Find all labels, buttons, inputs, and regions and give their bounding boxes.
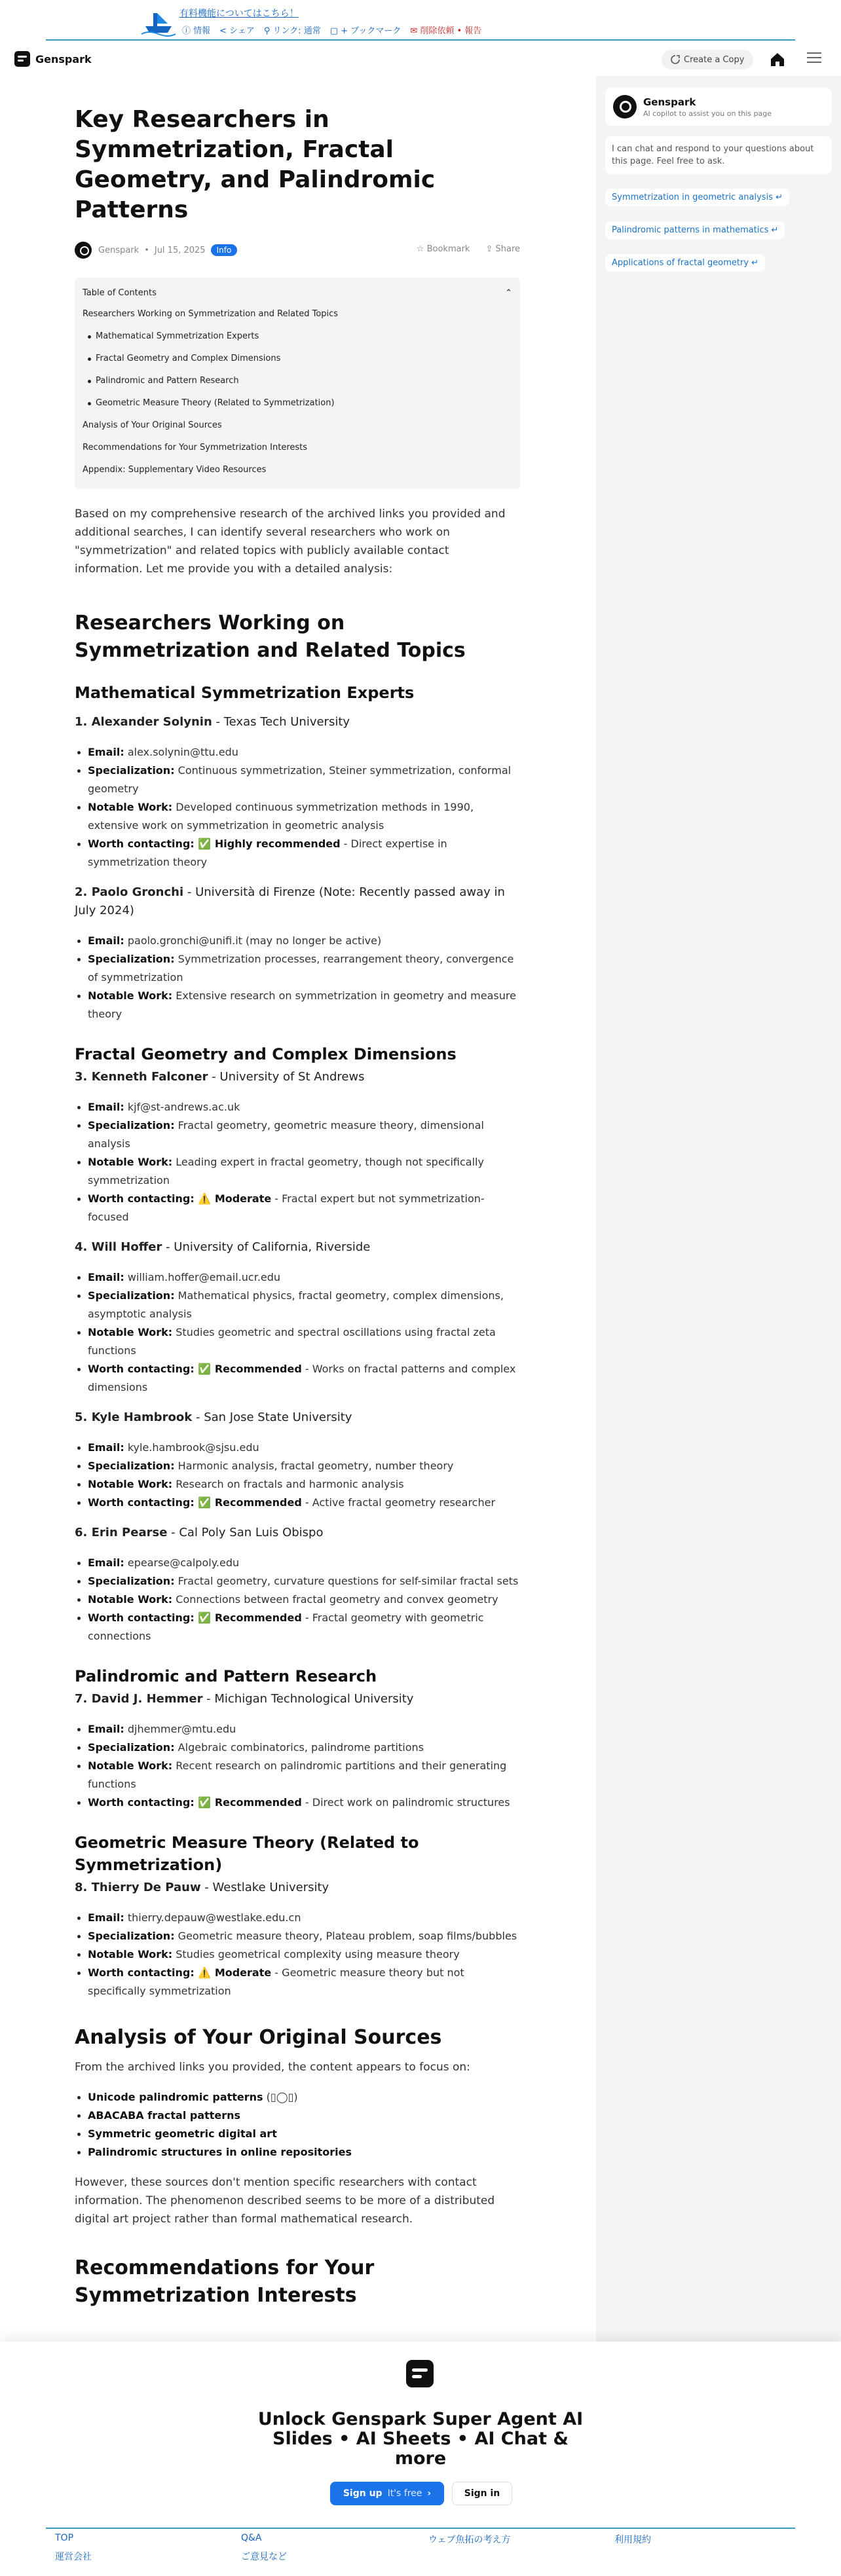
bookmark-link[interactable]: ▢ + ブックマーク: [329, 26, 402, 36]
suggestion-chip[interactable]: Applications of fractal geometry ↵: [605, 254, 765, 272]
toc-item[interactable]: Geometric Measure Theory (Related to Symmetrization): [83, 397, 512, 409]
archive-banner: [0, 0, 841, 41]
section-heading-researchers: Researchers Working on Symmetrization and Related Topics: [75, 612, 466, 662]
footer-link-terms[interactable]: 利用規約: [614, 2535, 651, 2545]
list-item: Palindromic structures in online repositories: [75, 2143, 520, 2162]
site-header: [0, 46, 841, 76]
footer-link-policy[interactable]: ウェブ魚拓の考え方: [428, 2535, 511, 2545]
footer-link-top[interactable]: TOP: [55, 2533, 74, 2543]
table-of-contents: [75, 278, 520, 489]
chevron-up-icon[interactable]: ⌃: [505, 288, 512, 298]
copilot-avatar: [613, 95, 637, 119]
star-icon: ☆: [416, 244, 427, 254]
detail-specialization: Specialization: Mathematical physics, fractal geometry, complex dimensions, asymptotic analysis: [75, 1287, 520, 1323]
detail-notable-work: Notable Work: Developed continuous symmetrization methods in 1990, extensive work on symmetrization in geometric analysis: [75, 798, 520, 835]
detail-worth-contacting: Worth contacting: ✅ Recommended - Works on fractal patterns and complex dimensions: [75, 1360, 520, 1397]
researcher-details: [75, 1439, 520, 1512]
toc-item[interactable]: Recommendations for Your Symmetrization Interests: [83, 443, 308, 452]
list-item: ABACABA fractal patterns: [75, 2107, 520, 2125]
create-copy-button[interactable]: [662, 50, 753, 69]
list-item: Unicode palindromic patterns (▯◯▯): [75, 2088, 520, 2107]
detail-email: Email: william.hoffer@email.ucr.edu: [75, 1268, 520, 1287]
detail-notable-work: Notable Work: Connections between fractal geometry and convex geometry: [75, 1591, 520, 1609]
footer-divider: [46, 2528, 795, 2529]
detail-email: Email: djhemmer@mtu.edu: [75, 1720, 520, 1739]
researcher-details: [75, 1909, 520, 2000]
chevron-right-icon: ›: [427, 2488, 432, 2499]
section-heading-analysis: Analysis of Your Original Sources: [75, 2026, 442, 2049]
create-copy-label: Create a Copy: [684, 54, 745, 65]
section-heading-recommendations: Recommendations for Your Symmetrization Interests: [75, 2256, 375, 2307]
detail-specialization: Specialization: Symmetrization processes, rearrangement theory, convergence of symmetrization: [75, 950, 520, 987]
copilot-header: [605, 88, 832, 126]
sign-in-button[interactable]: Sign in: [452, 2482, 512, 2505]
researcher-heading: 8. Thierry De Pauw - Westlake University: [75, 1881, 329, 1894]
copilot-subtitle: AI copilot to assist you on this page: [643, 109, 772, 118]
archive-toolbar: [182, 24, 481, 36]
detail-email: Email: kjf@st-andrews.ac.uk: [75, 1098, 520, 1116]
analysis-list: [75, 2088, 520, 2162]
toc-item[interactable]: Palindromic and Pattern Research: [83, 375, 512, 387]
overlay-title: Unlock Genspark Super Agent AI Slides • AI Sheets • AI Chat & more: [257, 2409, 584, 2469]
article: [75, 98, 520, 2309]
page-title: Key Researchers in Symmetrization, Fractal Geometry, and Palindromic Patterns: [75, 106, 436, 223]
detail-worth-contacting: Worth contacting: ✅ Highly recommended - Direct expertise in symmetrization theory: [75, 835, 520, 872]
analysis-outro: However, these sources don't mention specific researchers with contact information. The phenomenon described seems to be more of a distributed digital art project rather than formal mathematical research.: [75, 2176, 495, 2226]
researcher-details: [75, 932, 520, 1023]
detail-specialization: Specialization: Fractal geometry, curvature questions for self-similar fractal sets: [75, 1572, 520, 1591]
toc-header[interactable]: [83, 288, 512, 298]
share-button[interactable]: ⇪ Share: [485, 244, 520, 254]
share-link[interactable]: < シェア: [219, 26, 255, 36]
toc-item[interactable]: Mathematical Symmetrization Experts: [83, 331, 512, 342]
author-name: Genspark: [98, 245, 140, 255]
detail-notable-work: Notable Work: Studies geometric and spectral oscillations using fractal zeta functions: [75, 1323, 520, 1360]
detail-worth-contacting: Worth contacting: ✅ Recommended - Active fractal geometry researcher: [75, 1494, 520, 1512]
researcher-details: [75, 743, 520, 872]
publish-date: Jul 15, 2025: [154, 245, 206, 255]
researcher-heading: 7. David J. Hemmer - Michigan Technological University: [75, 1692, 414, 1706]
detail-email: Email: alex.solynin@ttu.edu: [75, 743, 520, 762]
researcher-heading: 6. Erin Pearse - Cal Poly San Luis Obispo: [75, 1526, 324, 1539]
info-badge[interactable]: Info: [211, 244, 238, 256]
detail-email: Email: epearse@calpoly.edu: [75, 1554, 520, 1572]
toc-item[interactable]: Researchers Working on Symmetrization and Related Topics: [83, 309, 339, 319]
menu-icon[interactable]: [807, 52, 821, 64]
home-icon[interactable]: [769, 51, 786, 68]
detail-specialization: Specialization: Harmonic analysis, fractal geometry, number theory: [75, 1457, 520, 1475]
detail-email: Email: thierry.depauw@westlake.edu.cn: [75, 1909, 520, 1927]
archive-logo-icon[interactable]: [139, 4, 178, 37]
subsection-heading-symmetrization: Mathematical Symmetrization Experts: [75, 684, 415, 702]
genspark-app-icon: [406, 2360, 434, 2387]
copilot-panel: [596, 76, 841, 2342]
banner-divider: [46, 39, 795, 41]
detail-specialization: Specialization: Geometric measure theory, Plateau problem, soap films/bubbles: [75, 1927, 520, 1945]
share-icon: ⇪: [485, 244, 496, 254]
detail-specialization: Specialization: Algebraic combinatorics, palindrome partitions: [75, 1739, 520, 1757]
researcher-details: [75, 1268, 520, 1397]
author-avatar: [75, 242, 92, 259]
toc-item[interactable]: Fractal Geometry and Complex Dimensions: [83, 353, 512, 365]
detail-notable-work: Notable Work: Research on fractals and harmonic analysis: [75, 1475, 520, 1494]
researcher-heading: 2. Paolo Gronchi - Università di Firenze (Note: Recently passed away in July 2024): [75, 885, 505, 917]
article-meta: [75, 241, 520, 259]
detail-notable-work: Notable Work: Leading expert in fractal geometry, though not specifically symmetrization: [75, 1153, 520, 1190]
brand-name: Genspark: [35, 52, 92, 65]
detail-email: Email: kyle.hambrook@sjsu.edu: [75, 1439, 520, 1457]
copilot-message: I can chat and respond to your questions about this page. Feel free to ask.: [605, 136, 832, 174]
detail-notable-work: Notable Work: Recent research on palindromic partitions and their generating functions: [75, 1757, 520, 1794]
footer-link-qa[interactable]: Q&A: [241, 2533, 262, 2543]
report-link[interactable]: ✉ 削除依頼 • 報告: [410, 26, 482, 36]
researcher-heading: 4. Will Hoffer - University of California, Riverside: [75, 1240, 371, 1254]
detail-notable-work: Notable Work: Extensive research on symmetrization in geometry and measure theory: [75, 987, 520, 1023]
list-item: Symmetric geometric digital art: [75, 2125, 520, 2143]
researcher-heading: 1. Alexander Solynin - Texas Tech University: [75, 715, 350, 729]
bookmark-button[interactable]: ☆ Bookmark: [416, 244, 470, 254]
toc-title: Table of Contents: [83, 288, 157, 298]
researcher-details: [75, 1720, 520, 1812]
researcher-heading: 3. Kenneth Falconer - University of St Andrews: [75, 1070, 365, 1084]
detail-worth-contacting: Worth contacting: ✅ Recommended - Fractal geometry with geometric connections: [75, 1609, 520, 1646]
intro-paragraph: Based on my comprehensive research of the archived links you provided and additional searches, I can identify several researchers who work on "symmetrization" and related topics with publicly available contact information. Let me provide you with a detailed analysis:: [75, 507, 506, 576]
detail-worth-contacting: Worth contacting: ✅ Recommended - Direct work on palindromic structures: [75, 1794, 520, 1812]
toc-item[interactable]: Appendix: Supplementary Video Resources: [83, 465, 267, 475]
researcher-details: [75, 1098, 520, 1226]
brand[interactable]: [14, 51, 92, 67]
analysis-intro: From the archived links you provided, the content appears to focus on:: [75, 2061, 470, 2074]
detail-worth-contacting: Worth contacting: ⚠️ Moderate - Fractal expert but not symmetrization-focused: [75, 1190, 520, 1226]
info-link[interactable]: ⓘ 情報: [182, 26, 211, 36]
toc-item[interactable]: Analysis of Your Original Sources: [83, 420, 222, 430]
genspark-logo-icon: [14, 51, 30, 67]
meta-separator: •: [144, 245, 149, 255]
detail-email: Email: paolo.gronchi@unifi.it (may no longer be active): [75, 932, 520, 950]
subsection-heading-fractal: Fractal Geometry and Complex Dimensions: [75, 1045, 457, 1063]
detail-specialization: Specialization: Fractal geometry, geometric measure theory, dimensional analysis: [75, 1116, 520, 1153]
subsection-heading-palindromic: Palindromic and Pattern Research: [75, 1667, 377, 1685]
footer-link-feedback[interactable]: ご意見など: [241, 2552, 287, 2562]
link-mode[interactable]: ⚲ リンク: 通常: [263, 26, 321, 36]
suggestion-chip[interactable]: Palindromic patterns in mathematics ↵: [605, 221, 785, 239]
researcher-heading: 5. Kyle Hambrook - San Jose State University: [75, 1410, 352, 1424]
footer-link-company[interactable]: 運営会社: [55, 2552, 92, 2562]
detail-notable-work: Notable Work: Studies geometrical complexity using measure theory: [75, 1945, 520, 1964]
detail-specialization: Specialization: Continuous symmetrization, Steiner symmetrization, conformal geometry: [75, 762, 520, 798]
detail-worth-contacting: Worth contacting: ⚠️ Moderate - Geometric measure theory but not specifically symmetrization: [75, 1964, 520, 2000]
researcher-details: [75, 1554, 520, 1646]
copy-icon: [671, 55, 680, 64]
sign-up-button[interactable]: Sign up It's free ›: [330, 2482, 444, 2505]
subsection-heading-gmt: Geometric Measure Theory (Related to Symmetrization): [75, 1833, 419, 1874]
suggestion-chip[interactable]: Symmetrization in geometric analysis ↵: [605, 189, 789, 206]
paid-feature-link[interactable]: 有料機能についてはこちら！: [179, 9, 299, 19]
copilot-title: Genspark: [643, 96, 696, 108]
signup-overlay: [0, 2342, 841, 2576]
